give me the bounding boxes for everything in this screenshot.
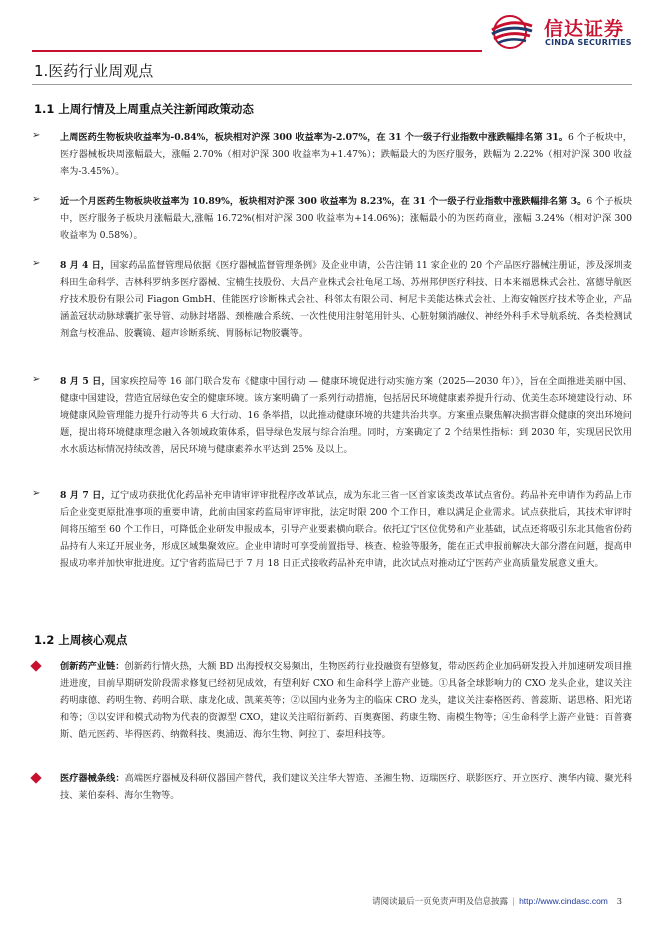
bullet-text: 6 个子板块中，医疗服务子板块月涨幅最大,涨幅 16.72%(相对沪深 300 收益率为+14.06%)；涨幅最小的为医药商业，涨幅 3.24%（相对沪深 300 收益率为 0.58%）。 [60,196,633,241]
list-item [32,373,632,458]
header-divider [32,50,482,52]
arrow-bullet-icon: ➢ [32,488,41,499]
bullet-lead: 上周医药生物板块收益率为-0.84%，板块相对沪深 300 收益率为-2.07%，在 31 个一级子行业指数中涨跌幅排名第 31。 [60,132,569,143]
bullet-lead: 医疗器械条线： [60,773,125,784]
footer-disclaimer: 请阅读最后一页免责声明及信息披露 [372,897,509,907]
diamond-bullet-icon [30,660,41,671]
footer-url-link[interactable]: http://www.cindasc.com [519,896,608,906]
bullet-text: 创新药行情火热，大额 BD 出海授权交易频出，生物医药行业投融资有望修复，带动医药企业加码研发投入并加速研发项目推进进度，目前早期研发阶段需求修复已经初见成效，有望利好 CXO 和生命科学上游产业链。①具备全球影响力的 CXO 龙头企业，建议关注药明康德、药明生物、药明合联、康龙化成、凯莱英等；②以国内业务为主的临床 CRO 龙头，建议关注泰格医药、普蕊斯、诺思格、阳光诺和等；③以安评和模式动物为代表的资源型 CXO，建议关注昭衍新药、百奥赛图、药康生物、南模生物等；④生命科学上游产业链：百普赛斯、皓元医药、毕得医药、纳微科技、奥浦迈、海尔生物、阿拉丁、泰坦科技等。 [60,661,632,740]
bullet-text: 国家药品监督管理局依据《医疗器械监督管理条例》及企业申请，公告注销 11 家企业的 20 个产品医疗器械注册证，涉及深圳麦科田生命科学、吉林科罗纳多医疗器械、宝楠生技股份、大昌产业株式会社龟尾工场、苏州邦伊医疗科技、日本来福恩株式会社、富德导航医疗技术股份有限公司 Fiagon GmbH、佳能医疗诊断株式会社、科邻太有限公司、柯尼卡美能达株式会社、上海安翰医疗技术等企业，产品涵盖冠状动脉球囊扩张导管、动脉封堵器、颈椎融合系统、一次性使用注射笔用针头、心脏射频消融仪、神经外科手术导航系统、各类检测试剂盒与校准品、胶囊镜、超声诊断系统、胃肠标记物胶囊等。 [60,260,632,339]
subsection-title-1-2: 1.2 上周核心观点 [34,633,128,647]
list-item [32,487,632,572]
section-divider [32,84,632,85]
footer-separator: | [512,897,516,907]
arrow-bullet-icon: ➢ [32,374,41,385]
logo-name-en: CINDA SECURITIES [545,38,632,47]
section-title: 1.医药行业周观点 [34,62,154,80]
list-item [32,193,632,244]
company-logo [486,12,646,52]
arrow-bullet-icon: ➢ [32,194,41,205]
bullet-lead: 创新药产业链： [60,661,125,672]
bullet-text: 高端医疗器械及科研仪器国产替代，我们建议关注华大智造、圣湘生物、迈瑞医疗、联影医疗、开立医疗、澳华内镜、聚光科技、莱伯泰科、海尔生物等。 [60,773,633,801]
bullet-lead: 8 月 5 日， [60,376,111,387]
list-item [32,129,632,180]
bullet-text: 辽宁成功获批优化药品补充申请审评审批程序改革试点，成为东北三省一区首家该类改革试点省份。药品补充申请作为药品上市后企业变更原批准事项的重要申请，此前由国家药监局审评审批，法定时限 200 个工作日，难以满足企业需求。试点获批后，其技术审评时间将压缩至 60 个工作日，可降低企业研发申报成本，引导产业要素横向联合。依托辽宁区位优势和产业基础，试点还将吸引东北其他省份药品持有人来辽开展业务，形成区域集聚效应。企业申请时可享受前置指导、核查、检验等服务，能在正式申报前解决大部分潜在问题，提高申报成功率并加快审批进度。辽宁省药监局已于 7 月 18 日正式接收药品补充申请，此次试点对推动辽宁医药产业高质量发展意义重大。 [60,490,632,569]
list-item [32,658,632,743]
page-number: 3 [616,897,622,907]
subsection-title-1-1: 1.1 上周行情及上周重点关注新闻政策动态 [34,102,254,116]
page-footer [0,895,622,907]
diamond-bullet-icon [30,772,41,783]
list-item [32,257,632,342]
arrow-bullet-icon: ➢ [32,130,41,141]
bullet-lead: 8 月 7 日， [60,490,111,501]
cinda-logo-icon [486,12,538,50]
bullet-lead: 近一个月医药生物板块收益率为 10.89%，板块相对沪深 300 收益率为 8.23%，在 31 个一级子行业指数中涨跌幅排名第 3。 [60,196,587,207]
bullet-text: 6 个子板块中，医疗器械板块周涨幅最大，涨幅 2.70%（相对沪深 300 收益率为+1.47%）；跌幅最大的为医疗服务，跌幅为 2.22%（相对沪深 300 收益率为-3.45%）。 [60,132,632,177]
logo-name-cn: 信达证券 [544,18,625,40]
list-item [32,770,632,804]
bullet-lead: 8 月 4 日， [60,260,110,271]
bullet-text: 国家疾控局等 16 部门联合发布《健康中国行动 — 健康环境促进行动实施方案（2025—2030 年）》，旨在全面推进美丽中国、健康中国建设，营造宜居绿色安全的健康环境。该方案明确了一系列行动措施，包括居民环境健康素养提升行动、优美生态环境建设行动、环境健康风险管理能力提升行动等共 6 大行动、16 条举措，以此推动健康环境的共建共治共享。方案重点聚焦解决损害群众健康的突出环境问题，提出将环境健康理念融入各领域政策体系，倡导绿色发展与综合治理。同时，方案确定了 2 个结果性指标：到 2030 年，实现居民饮用水水质达标情况持续改善，居民环境与健康素养水平达到 25% 及以上。 [60,376,632,455]
arrow-bullet-icon: ➢ [32,258,41,269]
